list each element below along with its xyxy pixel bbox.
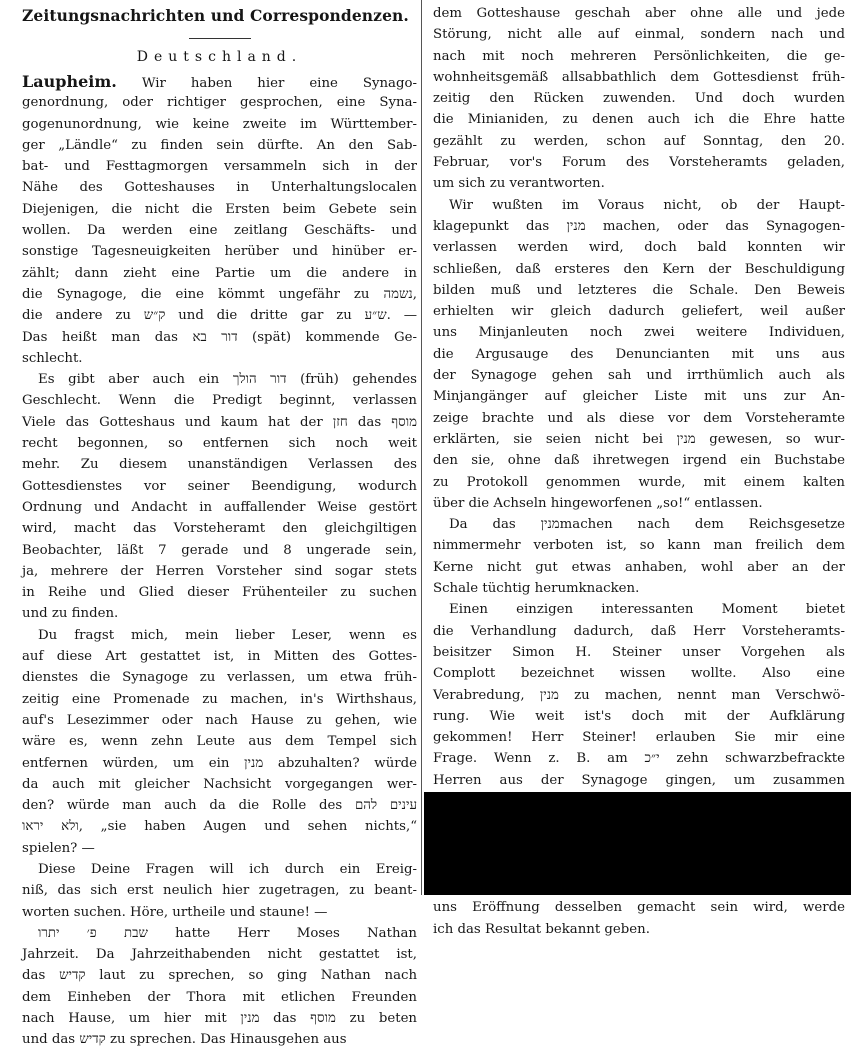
right-text-line: ich das Resultat bekannt geben.: [433, 921, 650, 937]
right-text-line: schließen, daß ersteres den Kern der Beschuldigung: [433, 261, 845, 277]
right-text-line: Minjangänger auf gleicher Liste mit uns zur An-: [433, 389, 845, 405]
left-text-line: Laupheim. Wir haben hier eine Synago-: [22, 72, 417, 91]
right-text-line: dem Gotteshause geschah aber ohne alle und jede: [433, 6, 845, 21]
right-text-line: rung. Wie weit ist's doch mit der Aufklärung: [433, 708, 845, 724]
right-text-line: die Verhandlung dadurch, daß Herr Vorsteheramts-: [433, 623, 845, 639]
section-title: Deutschland.: [136, 49, 303, 65]
right-text-line: Kerne nicht gut etwas anhaben, wohl aber an der: [433, 559, 845, 575]
left-text-line: Jahrzeit. Da Jahrzeithabenden nicht gestattet ist,: [22, 947, 417, 963]
left-text-line: dienstes die Synagoge zu verlassen, um etwa früh-: [22, 670, 417, 686]
right-text-line: den sie, ohne daß ihretwegen irgend ein Buchstabe: [433, 453, 845, 469]
left-text-line: auf's Lesezimmer oder nach Hause zu gehen, wie: [22, 712, 417, 728]
left-text-line: wird, macht das Vorsteheramt den gleichgiltigen: [22, 521, 417, 537]
left-text-line: Geschlecht. Wenn die Predigt beginnt, verlassen: [22, 393, 417, 409]
right-text-line: Einen einzigen interessanten Moment bietet: [449, 602, 845, 618]
right-text-line: die Argusauge des Denuncianten mit uns aus: [433, 346, 845, 362]
left-text-lines: [22, 71, 417, 1051]
right-text-line: Störung, nicht alle auf einmal, sondern nach und: [433, 27, 845, 43]
column-divider: [421, 0, 422, 895]
left-text-line: sonstige Tagesneuigkeiten herüber und hinüber er-: [22, 244, 417, 260]
right-text-line: verlassen werden wird, doch bald konnten wir: [433, 240, 845, 256]
right-text-line: der Synagoge gehen sah und irrthümlich auch als: [433, 368, 845, 384]
left-text-line: genordnung, oder richtiger gesprochen, eine Syna-: [22, 95, 417, 111]
left-text-line: zeitig eine Promenade zu machen, in's Wirthshaus,: [22, 691, 417, 707]
left-text-line: die Synagoge, die eine kömmt ungefähr zu נשמה,: [22, 286, 417, 302]
left-text-line: Du fragst mich, mein lieber Leser, wenn es: [38, 627, 417, 643]
right-text-line: die Minianiden, zu denen auch ich die Ehre hatte: [433, 112, 845, 128]
right-text-line: über die Achseln hingeworfenen „so!“ entlassen.: [433, 495, 763, 511]
section-heading: Zeitungsnachrichten und Correspondenzen.: [22, 6, 409, 25]
left-text-line: den? würde man auch da die Rolle des עינים להם: [22, 798, 417, 814]
right-text-line: beisitzer Simon H. Steiner unser Vorgehen als: [433, 644, 845, 660]
right-text-line: uns Minjanleuten noch zwei weitere Individuen,: [433, 325, 845, 341]
right-text-line: Da das מניןmachen nach dem Reichsgesetze: [449, 517, 845, 533]
left-text-line: die andere zu ק״ש und die dritte gar zu ש״ע. —: [22, 308, 417, 324]
left-text-line: recht begonnen, so entfernen sich noch weit: [22, 436, 417, 452]
right-text-line: bilden muß und letzteres die Schale. Den Beweis: [433, 282, 845, 298]
left-text-line: bat- und Festtagmorgen versammeln sich in der: [22, 159, 417, 175]
left-text-line: das קדיש laut zu sprechen, so ging Nathan nach: [22, 968, 418, 984]
left-text-line: Ordnung und Andacht in auffallender Weise gestört: [22, 499, 417, 515]
right-text-line: Schale tüchtig herumknacken.: [433, 581, 640, 597]
left-text-line: שבת פ׳ יתרו hatte Herr Moses Nathan: [38, 925, 417, 941]
left-text-line: Das heißt man das דור בא (spät) kommende Ge-: [22, 329, 417, 345]
scan-black-area: [424, 792, 851, 895]
right-column: [423, 0, 851, 937]
left-text-line: ger „Ländle“ zu finden sein dürfte. An den Sab-: [22, 137, 417, 153]
left-text-line: worten suchen. Höre, urtheile und staune! —: [22, 904, 328, 920]
left-text-line: schlecht.: [22, 350, 83, 366]
right-text-line: klagepunkt das מנין machen, oder das Synagogen-: [433, 218, 846, 234]
left-text-line: Viele das Gotteshaus und kaum hat der חזן das מוסף: [22, 414, 418, 430]
left-column: [0, 0, 421, 1048]
right-text-line: um sich zu verantworten.: [433, 176, 605, 192]
right-text-line: nimmermehr verboten ist, so kann man freilich dem: [433, 538, 845, 554]
left-text-line: Es gibt aber auch ein דור הולך (früh) gehendes: [38, 372, 417, 388]
right-text-line: Wir wußten im Voraus nicht, ob der Haupt-: [449, 197, 845, 213]
right-text-line: uns Eröffnung desselben gemacht sein wird, werde: [433, 900, 845, 916]
left-text-line: auf diese Art gestattet ist, in Mitten des Gottes-: [22, 649, 417, 665]
left-text-line: in Reihe und Glied dieser Frühenteiler zu suchen: [22, 585, 417, 601]
left-text-line: niß, das sich erst neulich hier zugetragen, zu beant-: [22, 883, 417, 899]
left-text-line: da auch mit gleicher Nachsicht vorgegangen wer-: [22, 776, 417, 792]
right-text-line: Complott bezeichnet wissen wollte. Also eine: [433, 666, 845, 682]
left-text-line: mehr. Zu diesem unanständigen Verlassen des: [22, 457, 417, 473]
right-text-line: wohnheitsgemäß allsabbathlich dem Gottesdienst früh-: [433, 69, 845, 85]
left-text-line: wollen. Da werden eine zeitlang Geschäfts- und: [22, 223, 417, 239]
right-text-line: zeige brachte und als diese vor dem Vorsteheramte: [433, 410, 845, 426]
right-text-line: Herren aus der Synagoge gingen, um zusammen: [433, 772, 845, 788]
right-text-line: nach mit noch mehreren Persönlichkeiten, die ge-: [433, 48, 845, 64]
left-text-line: Diese Deine Fragen will ich durch ein Ereig-: [38, 861, 417, 877]
left-text-line: Gottesdienstes vor seiner Beendigung, wodurch: [22, 478, 417, 494]
left-text-line: ja, mehrere der Herren Vorsteher sind sogar stets: [22, 563, 417, 579]
right-text-line: Februar, vor's Forum des Vorsteheramts geladen,: [433, 155, 845, 171]
heading-separator: [189, 38, 251, 39]
right-text-line: gekommen! Herr Steiner! erlauben Sie mir eine: [433, 730, 845, 746]
left-text-line: ולא יראו, „sie haben Augen und sehen nichts,“: [22, 819, 417, 835]
right-text-line: zu Protokoll genommen wurde, mit einem kalten: [433, 474, 845, 490]
right-text-line: erhielten wir gleich dadurch geliefert, weil außer: [433, 304, 845, 320]
left-text-line: und zu finden.: [22, 606, 119, 622]
left-text-line: Nähe des Gotteshauses in Unterhaltungslocalen: [22, 180, 417, 196]
left-text-line: wäre es, wenn zehn Leute aus dem Tempel sich: [22, 734, 417, 750]
right-text-line: erklärten, sie seien nicht bei מנין gewesen, so wur-: [433, 431, 845, 447]
left-text-line: nach Hause, um hier mit מנין das מוסף zu beten: [22, 1011, 418, 1027]
place-name: Laupheim.: [22, 72, 117, 91]
left-text-line: dem Einheben der Thora mit etlichen Freunden: [22, 989, 417, 1005]
left-text-line: Diejenigen, die nicht die Ersten beim Gebete sein: [22, 201, 417, 217]
left-text-line: und das קדיש zu sprechen. Das Hinausgehen aus: [22, 1032, 347, 1048]
left-text-line: Beobachter, läßt 7 gerade und 8 ungerade sein,: [22, 542, 417, 558]
right-text-line: zeitig den Rücken zuwenden. Und doch wurden: [433, 91, 845, 107]
right-text-line: Verabredung, מנין zu machen, nennt man Verschwö-: [433, 687, 845, 703]
left-text-line: gogenunordnung, wie keine zweite im Württember-: [22, 116, 417, 132]
left-text-line: zählt; dann zieht eine Partie um die andere in: [22, 265, 417, 281]
right-text-line: gezählt zu werden, schon auf Sonntag, den 20.: [433, 133, 845, 149]
left-text-line: spielen? —: [22, 840, 95, 856]
right-text-line: Frage. Wenn z. B. am י״כ zehn schwarzbefrackte: [433, 751, 845, 767]
left-text-line: entfernen würden, um ein מנין abzuhalten? würde: [22, 755, 417, 771]
